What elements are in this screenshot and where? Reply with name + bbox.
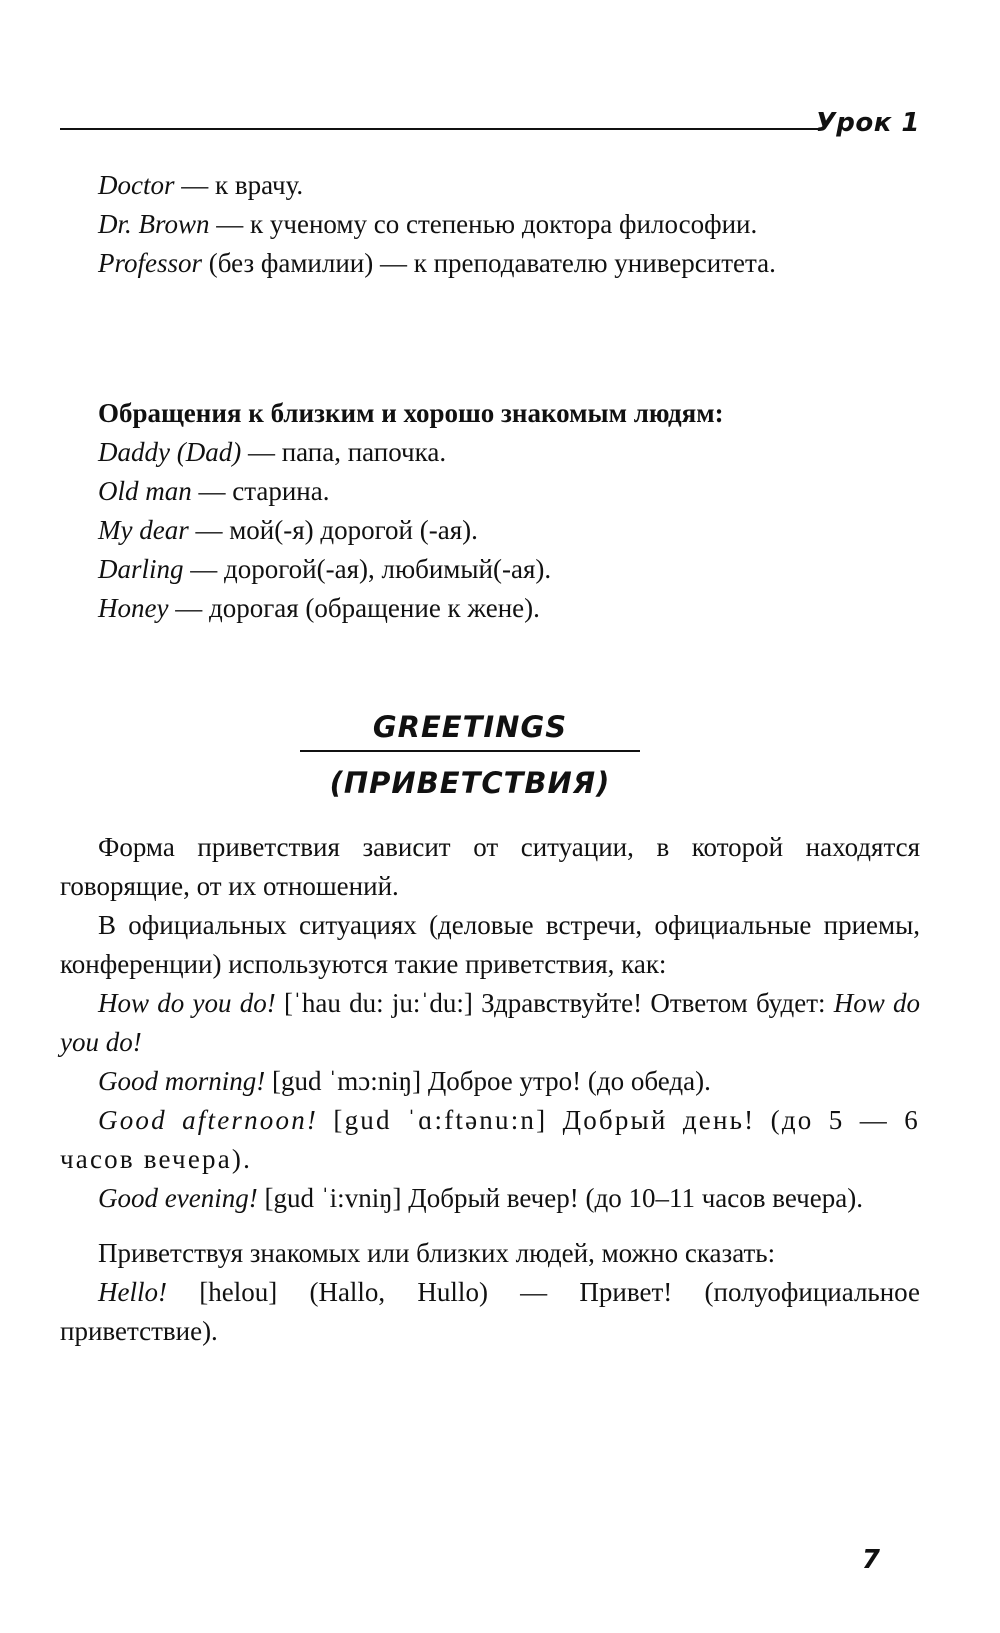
- list-item: [60, 511, 920, 550]
- english-term: How do you do!: [60, 988, 920, 1057]
- list-item: [60, 244, 920, 283]
- list-item: [60, 166, 920, 205]
- english-term: My dear: [98, 515, 189, 545]
- english-term: Daddy (Dad): [98, 437, 242, 467]
- translation: [gud ˈi:vniŋ] Добрый вечер! (до 10–11 часов вечера).: [257, 1183, 863, 1213]
- running-header: [60, 108, 920, 138]
- list-item: [60, 589, 920, 628]
- address-forms-close: [60, 394, 920, 628]
- section-title-rule: [300, 750, 640, 752]
- list-item: [60, 205, 920, 244]
- section-title: GREETINGS: [372, 710, 568, 744]
- spacer: [60, 1218, 920, 1234]
- official-intro-paragraph: В официальных ситуациях (деловые встречи, официальные приемы, конференции) используются такие приветствия, как:: [60, 910, 920, 979]
- greeting-item: [60, 1179, 920, 1218]
- block-heading: Обращения к близким и хорошо знакомым людям:: [98, 398, 724, 428]
- section-subtitle: (ПРИВЕТСТВИЯ): [329, 766, 611, 800]
- english-term: Good afternoon!: [98, 1105, 319, 1135]
- translation: — дорогой(-ая), любимый(-ая).: [183, 554, 552, 584]
- english-term: Doctor: [98, 170, 175, 200]
- list-item: [60, 472, 920, 511]
- english-term: Good evening!: [98, 1183, 258, 1213]
- page-number: 7: [861, 1545, 880, 1575]
- translation: (без фамилии) — к преподавателю университета.: [202, 248, 776, 278]
- translation: [helou] (Hallo, Hullo) — Привет! (полуофициальное приветствие).: [60, 1277, 920, 1346]
- translation: [ˈhau du: ju:ˈdu:] Здравствуйте! Ответом будет:: [275, 988, 834, 1018]
- translation: — дорогая (обращение к жене).: [168, 593, 540, 623]
- translation: — старина.: [191, 476, 330, 506]
- greeting-item: [60, 984, 920, 1062]
- greeting-item: [60, 1062, 920, 1101]
- greetings-section: [60, 828, 920, 1351]
- list-item: [60, 550, 920, 589]
- lesson-label: Урок 1: [815, 108, 920, 138]
- address-forms-professional: [60, 166, 920, 283]
- english-term: Good morning!: [98, 1066, 266, 1096]
- translation: [gud ˈɑ:ftənu:n] Добрый день! (до 5 — 6 часов вечера).: [60, 1105, 920, 1174]
- english-term: Hello!: [98, 1277, 167, 1307]
- translation: — папа, папочка.: [241, 437, 447, 467]
- list-item: [60, 433, 920, 472]
- translation: [gud ˈmɔ:niŋ] Доброе утро! (до обеда).: [265, 1066, 711, 1096]
- header-rule: [60, 128, 820, 130]
- english-term: Old man: [98, 476, 192, 506]
- english-term: Honey: [98, 593, 169, 623]
- greeting-item: [60, 1273, 920, 1351]
- english-term: Professor: [98, 248, 203, 278]
- english-term: Darling: [98, 554, 184, 584]
- translation: — к ученому со степенью доктора философии.: [209, 209, 758, 239]
- translation: — мой(-я) дорогой (-ая).: [188, 515, 478, 545]
- informal-intro-paragraph: Приветствуя знакомых или близких людей, можно сказать:: [98, 1238, 776, 1268]
- intro-paragraph: Форма приветствия зависит от ситуации, в которой находятся говорящие, от их отношений.: [60, 832, 920, 901]
- greeting-item: [60, 1101, 920, 1179]
- translation: — к врачу.: [174, 170, 304, 200]
- english-term: Dr. Brown: [98, 209, 210, 239]
- english-term: How do you do!: [98, 988, 276, 1018]
